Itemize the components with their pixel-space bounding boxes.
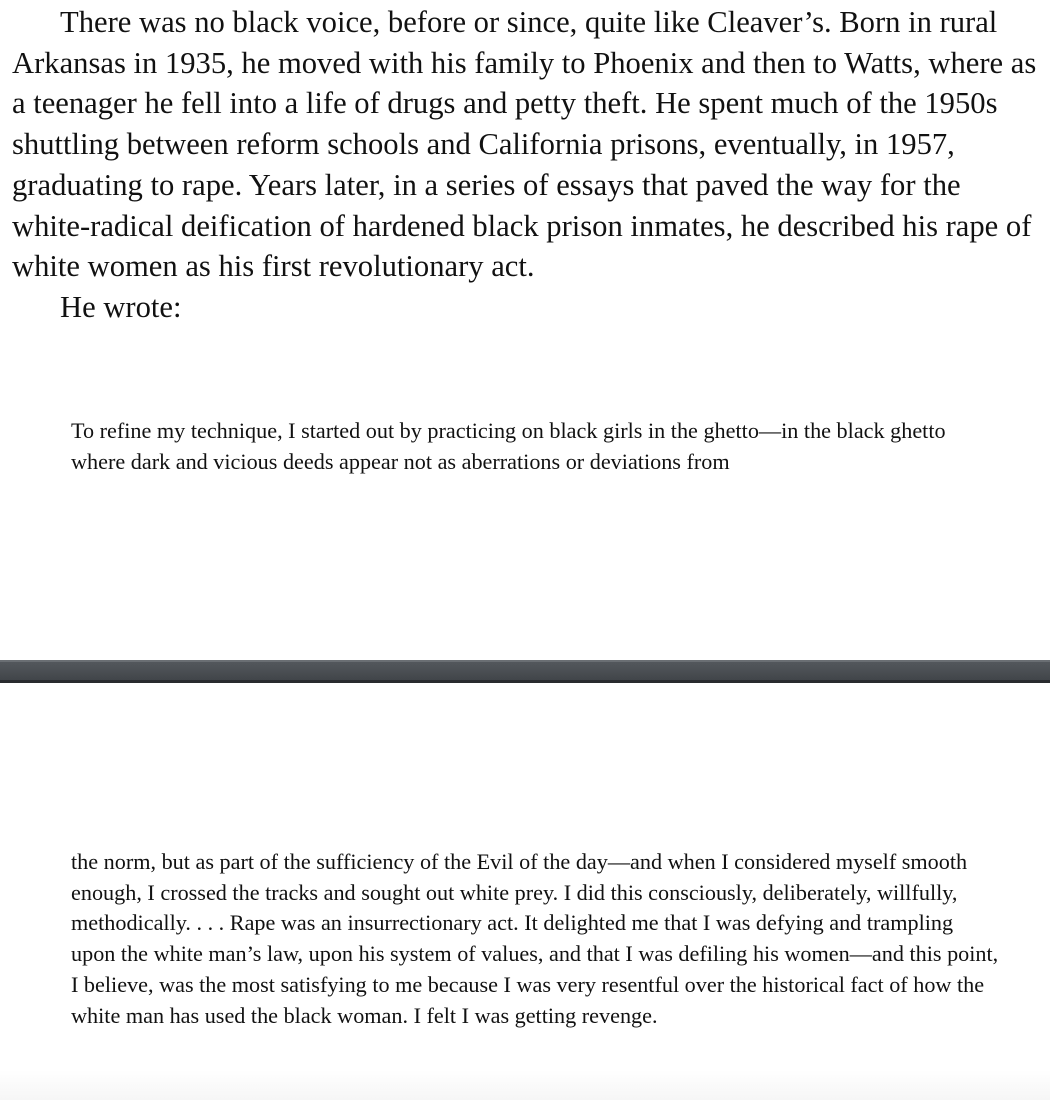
block-quote-part-2: the norm, but as part of the sufficiency of the Evil of the day—and when I considered myself smooth enough, I crossed the tracks and sought out white prey. I did this consciously, deliberately, willfully, methodically. . . . Rape was an insurrectionary act. It delighted me that I was defying and trampling upon the white man’s law, upon his system of values, and that I was defiling his women—and this point, I believe, was the most satisfying to me because I was very resentful over the historical fact of how the white man has used the black woman. I felt I was getting revenge. <box>71 849 999 1028</box>
body-text <box>12 2 1042 328</box>
block-quote-part-1: To refine my technique, I started out by practicing on black girls in the ghetto—in the black ghetto where dark and vicious deeds appear not as aberrations or deviations from <box>71 418 946 474</box>
page-separator <box>0 660 1050 683</box>
body-paragraph: There was no black voice, before or since, quite like Cleaver’s. Born in rural Arkansas in 1935, he moved with his family to Phoenix and then to Watts, where as a teenager he fell into a life of drugs and petty theft. He spent much of the 1950s shuttling between reform schools and California prisons, eventually, in 1957, graduating to rape. Years later, in a series of essays that paved the way for the white-radical deification of hardened black prison inmates, he described his rape of white women as his first revolutionary act. <box>12 5 1037 284</box>
viewport-bottom-shade <box>0 1070 1050 1100</box>
quote-lead-in: He wrote: <box>60 289 182 324</box>
page-lower <box>0 683 1050 1100</box>
